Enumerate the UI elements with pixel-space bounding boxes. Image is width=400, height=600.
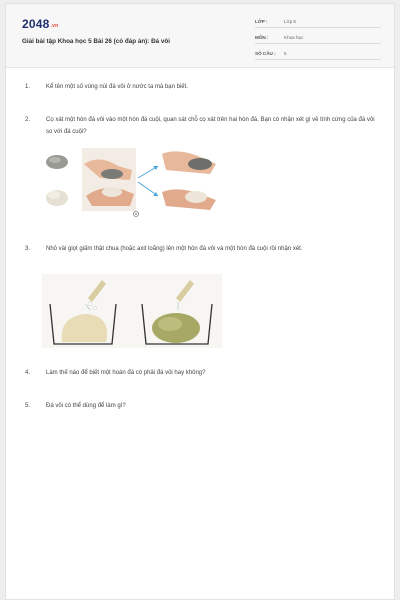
meta-subject — [255, 32, 381, 44]
question-text: Làm thế nào để biết một hoàn đá có phải đá vôi hay không? — [46, 370, 206, 376]
rock-scratch-illustration — [40, 144, 220, 224]
meta-question-count — [255, 48, 381, 60]
meta-key: SỐ CÂU : — [255, 51, 276, 56]
question-text: Đá vôi có thể dùng để làm gì? — [46, 403, 126, 409]
vinegar-beakers-illustration — [42, 274, 222, 348]
question-number: 2. — [25, 117, 31, 123]
logo-text: 2048 — [22, 17, 50, 31]
meta-value: Lớp 5 — [284, 19, 296, 24]
meta-key: MÔN : — [255, 35, 269, 40]
meta-key: LỚP : — [255, 19, 268, 24]
question-number: 3. — [25, 246, 31, 252]
logo-suffix: .vn — [50, 23, 59, 29]
worksheet-page — [5, 3, 395, 600]
question-number: 1. — [25, 84, 31, 90]
meta-class — [255, 16, 381, 28]
question-text: Cọ xát một hòn đá vôi vào một hòn đá cuội, quan sát chỗ cọ xát trên hai hòn đá. Bạn có nhận xét gì về tính cứng của đá vôi so với đá cuội? — [46, 117, 375, 135]
page-title: Giải bài tập Khoa học 5 Bài 26 (có đáp án): Đá vôi — [22, 38, 171, 45]
question-number: 4. — [25, 370, 31, 376]
question-text: Nhỏ vài giọt giấm thật chua (hoặc axit loãng) lên một hòn đá vôi và một hòn đá cuội rồi nhận xét. — [46, 246, 303, 252]
meta-value: 5 — [284, 51, 287, 56]
meta-value: Khoa học — [284, 35, 304, 40]
site-logo[interactable] — [22, 17, 58, 31]
question-number: 5. — [25, 403, 31, 409]
question-text: Kể tên một số vùng núi đá vôi ở nước ta mà bạn biết. — [46, 84, 188, 90]
worksheet-header — [6, 4, 394, 68]
